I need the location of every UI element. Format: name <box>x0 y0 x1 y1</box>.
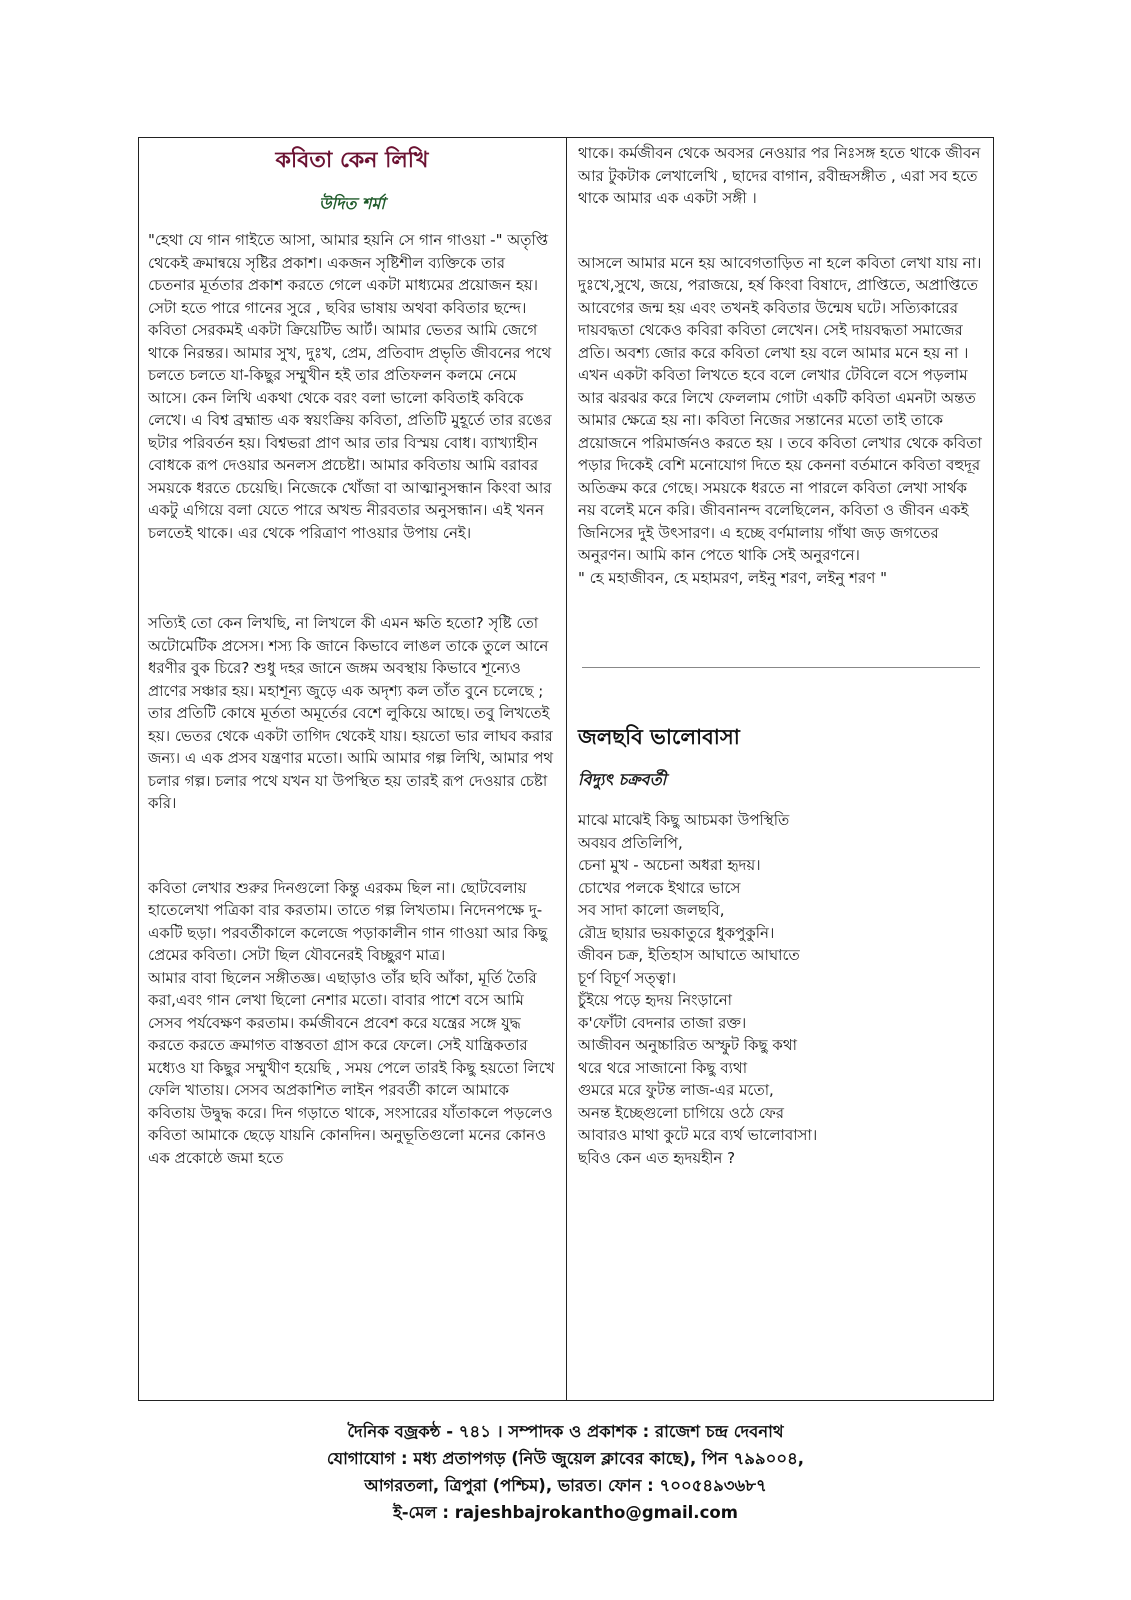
article-paragraph: কবিতা লেখার শুরুর দিনগুলো কিন্তু এরকম ছিল না। ছোটবেলায় হাতেলেখা পত্রিকা বার করতাম। তাতে গল্প লিখতাম। নিদেনপক্ষে দু-একটি ছড়া। পরবর্তীকালে কলেজে পড়াকালীন গান গাওয়া আর কিছু প্রেমের কবিতা। সেটা ছিল যৌবনেরই বিচ্ছুরণ মাত্র। <box>148 878 548 964</box>
poem-line: রৌদ্র ছায়ার ভয়কাতুরে ধুকপুকুনি। <box>578 923 775 942</box>
column-divider <box>566 137 567 1401</box>
poem-line: সব সাদা কালো জলছবি, <box>578 901 725 919</box>
poem-title: জলছবি ভালোবাসা <box>578 725 740 749</box>
article-quote: " হে মহাজীবন, হে মহামরণ, লইনু শরণ, লইনু শরণ " <box>578 568 887 587</box>
publication-footer <box>0 1418 1131 1526</box>
article-title: কবিতা কেন লিখি <box>275 148 429 173</box>
article-author: উদিত শর্মা <box>318 193 385 213</box>
poem-line: চেনা মুখ - অচেনা অধরা হৃদয়। <box>578 856 761 874</box>
article-paragraph: আসলে আমার মনে হয় আবেগতাড়িত না হলে কবিতা লেখা যায় না। দুঃখে,সুখে, জয়ে, পরাজয়ে, হর্ষ কিংবা বিষাদে, প্রাপ্তিতে, অপ্রাপ্তিতে আবেগের জন্ম হয় এবং তখনই কবিতার উন্মেষ ঘটে। সত্যিকারের দায়বদ্ধতা থেকেও কবিরা কবিতা লেখেন। সেই দায়বদ্ধতা সমাজের প্রতি। অবশ্য জোর করে কবিতা লেখা হয় বলে আমার মনে হয় না । এখন একটা কবিতা লিখতে হবে বলে লেখার টেবিলে বসে পড়লাম আর ঝরঝর করে লিখে ফেললাম গোটা একটি কবিতা এমনটা অন্তত আমার ক্ষেত্রে হয় না। কবিতা নিজের সন্তানের মতো তাই তাকে প্রয়োজনে পরিমার্জনও করতে হয় । তবে কবিতা লেখার থেকে কবিতা পড়ার দিকেই বেশি মনোযোগ দিতে হয় কেননা বর্তমানে কবিতা বহুদূর অতিক্রম করে গেছে। সময়কে ধরতে না পারলে কবিতা লেখা সার্থক নয় বলেই মনে করি। জীবনানন্দ বলেছিলেন, কবিতা ও জীবন একই জিনিসের দুই উৎসারণ। এ হচ্ছে বর্ণমালায় গাঁথা জড় জগতের অনুরণন। আমি কান পেতে থাকি সেই অনুরণনে। <box>578 253 982 564</box>
poem-line: ক'ফোঁটা বেদনার তাজা রক্ত। <box>578 1013 747 1032</box>
poem-line: ছবিও কেন এত হৃদয়হীন ? <box>578 1148 736 1167</box>
poem-line: থরে থরে সাজানো কিছু ব্যথা <box>578 1058 748 1077</box>
poem-line: অবয়ব প্রতিলিপি, <box>578 833 683 852</box>
poem-author: বিদ্যুৎ চক্রবর্তী <box>578 769 667 789</box>
left-column <box>148 142 556 1169</box>
poem-line: চুঁইয়ে পড়ে হৃদয় নিংড়ানো <box>578 991 733 1009</box>
article-paragraph: সত্যিই তো কেন লিখছি, না লিখলে কী এমন ক্ষতি হতো? সৃষ্টি তো অটোমেটিক প্রসেস। শস্য কি জানে কিভাবে লাঙল তাকে তুলে আনে ধরণীর বুক চিরে? শুধু দহর জানে জঙ্গম অবস্থায় কিভাবে শূন্যেও প্রাণের সঞ্চার হয়। মহাশূন্য জুড়ে এক অদৃশ্য কল তাঁত বুনে চলেছে ; তার প্রতিটি কোষে মূর্ততা অমূর্তের বেশে লুকিয়ে আছে। তবু লিখতেই হয়। ভেতর থেকে একটা তাগিদ থেকেই যায়। হয়তো ভার লাঘব করার জন্য। এ এক প্রসব যন্ত্রণার মতো। আমি আমার গল্প লিখি, আমার পথ চলার গল্প। চলার পথে যখন যা উপস্থিত হয় তারই রূপ দেওয়ার চেষ্টা করি। <box>148 614 554 812</box>
poem-line: মাঝে মাঝেই কিছু আচমকা উপস্থিতি <box>578 811 790 829</box>
right-column <box>578 142 984 1169</box>
footer-address-line: যোগাযোগ : মধ্য প্রতাপগড় (নিউ জুয়েল ক্লাবের কাছে), পিন ৭৯৯০০৪, <box>326 1449 805 1468</box>
footer-email-line: ই-মেল : rajeshbajrokantho@gmail.com <box>393 1503 738 1522</box>
article-paragraph: "হেথা যে গান গাইতে আসা, আমার হয়নি সে গান গাওয়া -" অতৃপ্তি থেকেই ক্রমান্বয়ে সৃষ্টির প্রকাশ। একজন সৃষ্টিশীল ব্যক্তিকে তার চেতনার মূর্ততার প্রকাশ করতে গেলে একটা মাধ্যমের প্রয়োজন হয়। সেটা হতে পারে গানের সুরে , ছবির ভাষায় অথবা কবিতার ছন্দে। কবিতা সেরকমই একটা ক্রিয়েটিভ আর্ট। আমার ভেতর আমি জেগে থাকে নিরন্তর। আমার সুখ, দুঃখ, প্রেম, প্রতিবাদ প্রভৃতি জীবনের পথে চলতে চলতে যা-কিছুর সম্মুখীন হই তার প্রতিফলন কলমে নেমে আসে। কেন লিখি একথা থেকে বরং বলা ভালো কবিতাই কবিকে লেখে। এ বিশ্ব ব্রহ্মান্ড এক স্বয়ংক্রিয় কবিতা, প্রতিটি মুহূর্তে তার রঙের ছটার পরিবর্তন হয়। বিশ্বভরা প্রাণ আর তার বিস্ময় বোধ। ব্যাখ্যাহীন বোধকে রূপ দেওয়ার অনলস প্রচেষ্টা। আমার কবিতায় আমি বরাবর সময়কে ধরতে চেয়েছি। নিজেকে খোঁজা বা আত্মানুসন্ধান কিংবা আর একটু এগিয়ে বলা যেতে পারে অখন্ড নীরবতার অনুসন্ধান। এই খনন চলতেই থাকে। এর থেকে পরিত্রাণ পাওয়ার উপায় নেই। <box>148 231 552 542</box>
section-separator <box>582 667 980 668</box>
footer-location-line: আগরতলা, ত্রিপুরা (পশ্চিম), ভারত। ফোন : ৭০০৫৪৯৩৬৮৭ <box>364 1476 767 1495</box>
poem-line: গুমরে মরে ফুটন্ত লাজ-এর মতো, <box>578 1081 774 1099</box>
poem-line: চূর্ণ বিচূর্ণ সত্ত্বা। <box>578 968 677 987</box>
article-paragraph: আমার বাবা ছিলেন সঙ্গীতজ্ঞ। এছাড়াও তাঁর ছবি আঁকা, মূর্তি তৈরি করা,এবং গান লেখা ছিলো নেশার মতো। বাবার পাশে বসে আমি সেসব পর্যবেক্ষণ করতাম। কর্মজীবনে প্রবেশ করে যন্ত্রের সঙ্গে যুদ্ধ করতে করতে ক্রমাগত বাস্তবতা গ্রাস করে ফেলে। সেই যান্ত্রিকতার মধ্যেও যা কিছুর সম্মুখীণ হয়েছি , সময় পেলে তারই কিছু হয়তো লিখে ফেলি খাতায়। সেসব অপ্রকাশিত লাইন পরবর্তী কালে আমাকে কবিতায় উদ্বুদ্ধ করে। দিন গড়াতে থাকে, সংসারের যাঁতাকলে পড়লেও কবিতা আমাকে ছেড়ে যায়নি কোনদিন। অনুভূতিগুলো মনের কোনও এক প্রকোষ্ঠে জমা হতে <box>148 968 555 1167</box>
article-paragraph: থাকে। কর্মজীবন থেকে অবসর নেওয়ার পর নিঃসঙ্গ হতে থাকে জীবন আর টুকটাক লেখালেখি , ছাদের বাগান, রবীন্দ্রসঙ্গীত , এরা সব হতে থাকে আমার এক একটা সঙ্গী । <box>578 144 981 207</box>
poem-body <box>578 809 984 1169</box>
poem-line: আজীবন অনুচ্চারিত অস্ফুট কিছু কথা <box>578 1036 797 1054</box>
poem-line: চোখের পলকে ইথারে ভাসে <box>578 878 741 897</box>
poem-line: অনন্ত ইচ্ছেগুলো চাগিয়ে ওঠে ফের <box>578 1103 785 1122</box>
poem-line: জীবন চক্র, ইতিহাস আঘাতে আঘাতে <box>578 946 800 964</box>
footer-publication-line: দৈনিক বজ্রকন্ঠ - ৭৪১ । সম্পাদক ও প্রকাশক : রাজেশ চন্দ্র দেবনাথ <box>347 1422 784 1441</box>
poem-line: আবারও মাথা কুটে মরে ব্যর্থ ভালোবাসা। <box>578 1126 818 1144</box>
